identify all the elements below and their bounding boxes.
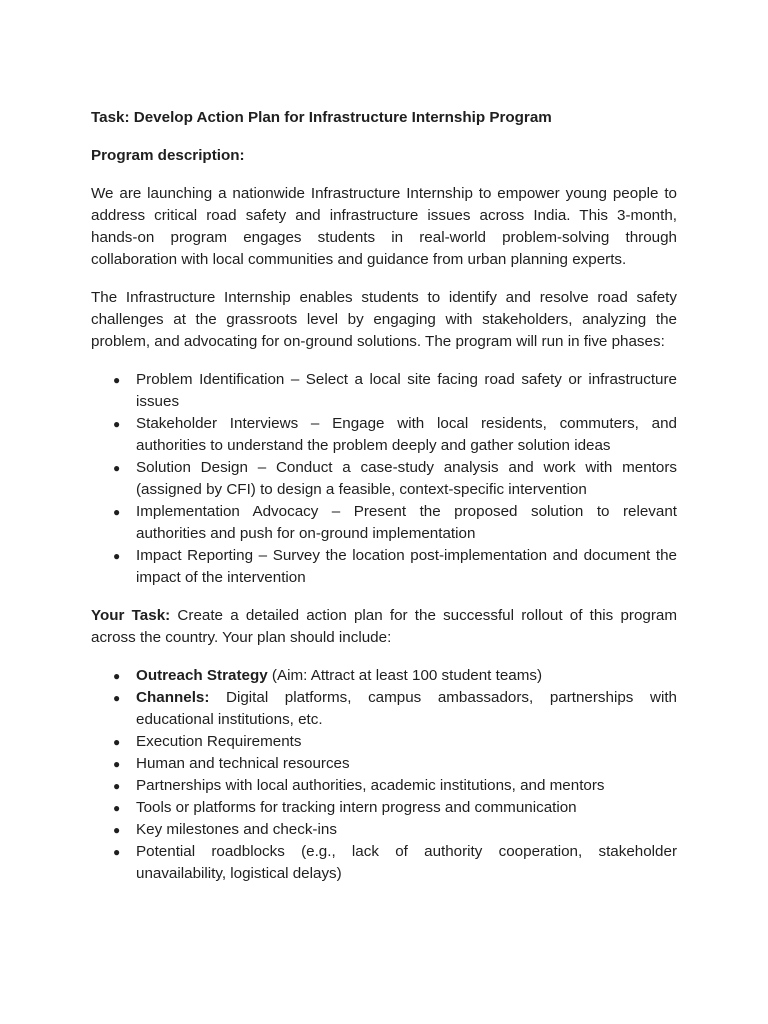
plan-item-bold: Channels: <box>136 689 210 706</box>
paragraph-intro: We are launching a nationwide Infrastructure Internship to empower young people to address critical road safety and infrastructure issues across India. This 3-month, hands-on program engages students in real-world problem-solving through collaboration with local communities and guidance from urban planning experts. <box>91 185 677 268</box>
bullet-icon: ● <box>113 505 121 519</box>
plan-item-text: Partnerships with local authorities, academic institutions, and mentors <box>136 777 605 794</box>
plan-item-text: Execution Requirements <box>136 733 302 750</box>
list-item-plan <box>91 731 677 753</box>
list-item-plan <box>91 775 677 797</box>
your-task-paragraph <box>91 605 677 649</box>
bullet-icon: ● <box>113 823 121 837</box>
phase-text: Impact Reporting – Survey the location post-implementation and document the impact of the intervention <box>136 547 677 586</box>
plan-item-bold: Outreach Strategy <box>136 667 268 684</box>
document-title: Task: Develop Action Plan for Infrastructure Internship Program <box>91 109 552 126</box>
plan-item-text: Digital platforms, campus ambassadors, partnerships with educational institutions, etc. <box>136 689 677 728</box>
program-description-heading: Program description: <box>91 147 245 164</box>
phases-list <box>91 369 677 589</box>
your-task-label: Your Task: <box>91 607 171 624</box>
bullet-icon: ● <box>113 461 121 475</box>
plan-items-list <box>91 665 677 885</box>
plan-item-text: Key milestones and check-ins <box>136 821 337 838</box>
phase-text: Solution Design – Conduct a case-study analysis and work with mentors (assigned by CFI) to design a feasible, context-specific intervention <box>136 459 677 498</box>
bullet-icon: ● <box>113 549 121 563</box>
your-task-text: Create a detailed action plan for the successful rollout of this program across the country. Your plan should include: <box>91 607 677 646</box>
bullet-icon: ● <box>113 691 121 705</box>
list-item-phase <box>91 413 677 457</box>
bullet-icon: ● <box>113 801 121 815</box>
bullet-icon: ● <box>113 845 121 859</box>
bullet-icon: ● <box>113 373 121 387</box>
plan-item-text: (Aim: Attract at least 100 student teams) <box>267 667 543 684</box>
list-item-plan <box>91 841 677 885</box>
list-item-plan <box>91 753 677 775</box>
list-item-phase <box>91 369 677 413</box>
paragraph-phases-intro: The Infrastructure Internship enables students to identify and resolve road safety challenges at the grassroots level by engaging with stakeholders, analyzing the problem, and advocating for on-ground solutions. The program will run in five phases: <box>91 289 677 350</box>
bullet-icon: ● <box>113 779 121 793</box>
phase-text: Implementation Advocacy – Present the proposed solution to relevant authorities and push for on-ground implementation <box>136 503 677 542</box>
list-item-phase <box>91 501 677 545</box>
plan-item-text: Human and technical resources <box>136 755 350 772</box>
document-page <box>91 107 677 901</box>
list-item-phase <box>91 457 677 501</box>
bullet-icon: ● <box>113 417 121 431</box>
phase-text: Stakeholder Interviews – Engage with local residents, commuters, and authorities to understand the problem deeply and gather solution ideas <box>136 415 677 454</box>
list-item-phase <box>91 545 677 589</box>
plan-item-text: Potential roadblocks (e.g., lack of authority cooperation, stakeholder unavailability, logistical delays) <box>136 843 677 882</box>
bullet-icon: ● <box>113 735 121 749</box>
list-item-plan <box>91 797 677 819</box>
plan-item-text: Tools or platforms for tracking intern progress and communication <box>136 799 577 816</box>
list-item-plan <box>91 687 677 731</box>
list-item-plan <box>91 819 677 841</box>
phase-text: Problem Identification – Select a local site facing road safety or infrastructure issues <box>136 371 677 410</box>
bullet-icon: ● <box>113 757 121 771</box>
list-item-plan <box>91 665 677 687</box>
bullet-icon: ● <box>113 669 121 683</box>
